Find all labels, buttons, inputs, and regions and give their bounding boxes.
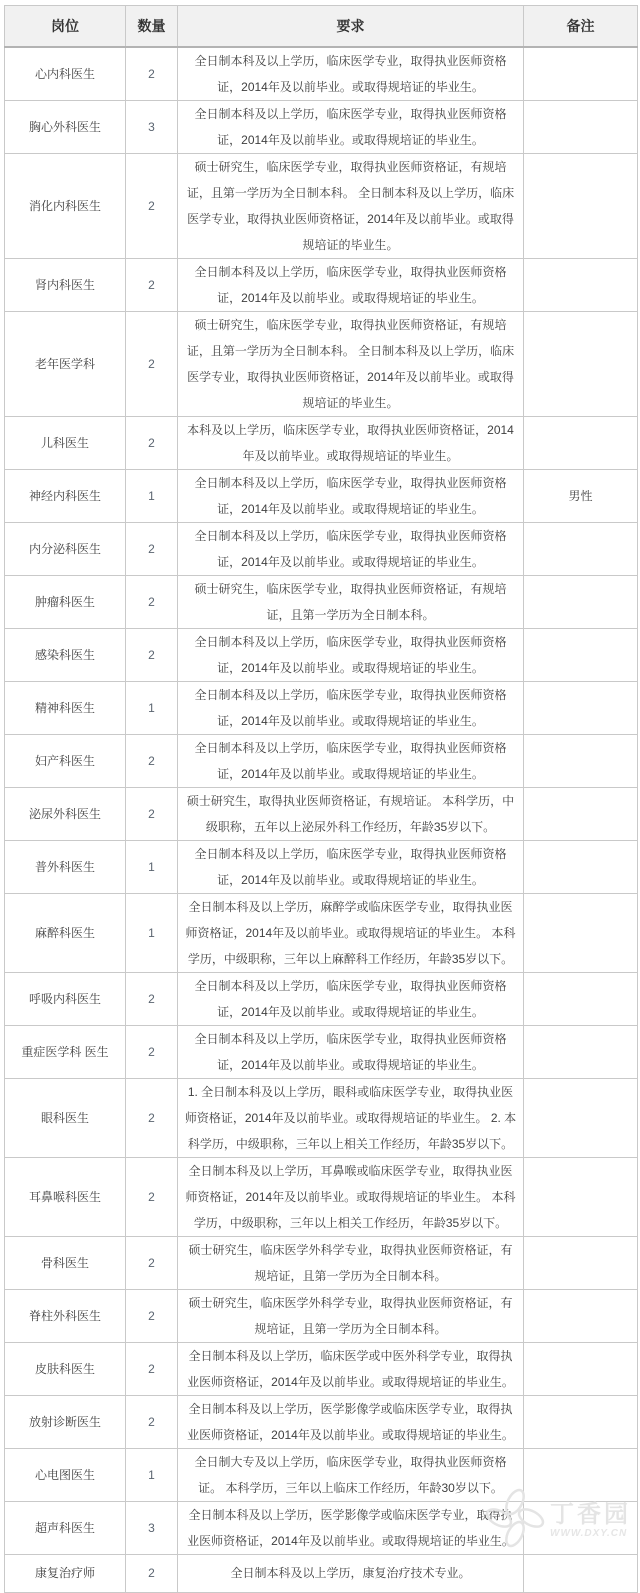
requirements-cell: 全日制本科及以上学历，临床医学专业，取得执业医师资格证，2014年及以前毕业。或取得规培证的毕业生。 bbox=[178, 522, 524, 575]
remarks-cell bbox=[524, 1236, 638, 1289]
requirements-cell: 全日制本科及以上学历，医学影像学或临床医学专业，取得执业医师资格证，2014年及以前毕业。或取得规培证的毕业生。 bbox=[178, 1395, 524, 1448]
remarks-cell bbox=[524, 575, 638, 628]
count-cell: 2 bbox=[126, 47, 178, 101]
table-row bbox=[5, 311, 638, 416]
remarks-cell bbox=[524, 522, 638, 575]
position-cell: 普外科医生 bbox=[5, 840, 126, 893]
count-cell: 2 bbox=[126, 628, 178, 681]
remarks-cell bbox=[524, 1289, 638, 1342]
remarks-cell bbox=[524, 787, 638, 840]
requirements-cell: 本科及以上学历，临床医学专业，取得执业医师资格证，2014年及以前毕业。或取得规培证的毕业生。 bbox=[178, 416, 524, 469]
requirements-cell: 硕士研究生，临床医学专业，取得执业医师资格证，有规培证，且第一学历为全日制本科。 bbox=[178, 575, 524, 628]
remarks-cell bbox=[524, 681, 638, 734]
requirements-cell: 全日制本科及以上学历，临床医学专业，取得执业医师资格证，2014年及以前毕业。或取得规培证的毕业生。 bbox=[178, 1025, 524, 1078]
position-cell: 康复治疗师 bbox=[5, 1554, 126, 1592]
count-cell: 2 bbox=[126, 734, 178, 787]
position-cell: 消化内科医生 bbox=[5, 153, 126, 258]
remarks-cell bbox=[524, 1078, 638, 1157]
table-row bbox=[5, 787, 638, 840]
count-cell: 2 bbox=[126, 1342, 178, 1395]
requirements-cell: 1. 全日制本科及以上学历，眼科或临床医学专业，取得执业医师资格证，2014年及以前毕业。或取得规培证的毕业生。 2. 本科学历，中级职称，三年以上相关工作经历，年龄35岁以下。 bbox=[178, 1078, 524, 1157]
requirements-cell: 全日制本科及以上学历，临床医学专业，取得执业医师资格证，2014年及以前毕业。或取得规培证的毕业生。 bbox=[178, 100, 524, 153]
count-cell: 2 bbox=[126, 153, 178, 258]
count-cell: 1 bbox=[126, 681, 178, 734]
watermark-site-name: 丁香园 bbox=[550, 1501, 631, 1528]
position-cell: 肾内科医生 bbox=[5, 258, 126, 311]
remarks-cell bbox=[524, 1157, 638, 1236]
count-cell: 2 bbox=[126, 575, 178, 628]
requirements-cell: 硕士研究生，临床医学专业，取得执业医师资格证，有规培证，且第一学历为全日制本科。 全日制本科及以上学历，临床医学专业，取得执业医师资格证，2014年及以前毕业。或取得规培证的毕业生。 bbox=[178, 153, 524, 258]
count-cell: 2 bbox=[126, 1157, 178, 1236]
position-cell: 呼吸内科医生 bbox=[5, 972, 126, 1025]
remarks-cell bbox=[524, 734, 638, 787]
requirements-cell: 全日制本科及以上学历，临床医学专业，取得执业医师资格证，2014年及以前毕业。或取得规培证的毕业生。 bbox=[178, 47, 524, 101]
table-row bbox=[5, 1157, 638, 1236]
requirements-cell: 全日制本科及以上学历，临床医学专业，取得执业医师资格证，2014年及以前毕业。或取得规培证的毕业生。 bbox=[178, 681, 524, 734]
table-header bbox=[5, 6, 638, 47]
position-cell: 麻醉科医生 bbox=[5, 893, 126, 972]
position-cell: 皮肤科医生 bbox=[5, 1342, 126, 1395]
position-cell: 心内科医生 bbox=[5, 47, 126, 101]
remarks-cell bbox=[524, 1501, 638, 1554]
remarks-cell: 男性 bbox=[524, 469, 638, 522]
position-cell: 胸心外科医生 bbox=[5, 100, 126, 153]
table-row bbox=[5, 1395, 638, 1448]
requirements-cell: 全日制本科及以上学历，临床医学专业，取得执业医师资格证，2014年及以前毕业。或取得规培证的毕业生。 bbox=[178, 840, 524, 893]
table-row bbox=[5, 258, 638, 311]
table-row bbox=[5, 522, 638, 575]
column-header-requirements: 要求 bbox=[178, 6, 524, 47]
count-cell: 2 bbox=[126, 1025, 178, 1078]
remarks-cell bbox=[524, 1025, 638, 1078]
position-cell: 内分泌科医生 bbox=[5, 522, 126, 575]
requirements-cell: 硕士研究生，取得执业医师资格证，有规培证。 本科学历，中级职称，五年以上泌尿外科工作经历，年龄35岁以下。 bbox=[178, 787, 524, 840]
requirements-cell: 全日制本科及以上学历，麻醉学或临床医学专业，取得执业医师资格证，2014年及以前毕业。或取得规培证的毕业生。 本科学历，中级职称，三年以上麻醉科工作经历，年龄35岁以下。 bbox=[178, 893, 524, 972]
requirements-cell: 全日制大专及以上学历，临床医学专业，取得执业医师资格证。 本科学历，三年以上临床工作经历，年龄30岁以下。 bbox=[178, 1448, 524, 1501]
requirements-cell: 全日制本科及以上学历，康复治疗技术专业。 bbox=[178, 1554, 524, 1592]
header-row bbox=[5, 6, 638, 47]
requirements-cell: 硕士研究生，临床医学外科学专业，取得执业医师资格证，有规培证，且第一学历为全日制本科。 bbox=[178, 1236, 524, 1289]
table-row bbox=[5, 1289, 638, 1342]
position-cell: 神经内科医生 bbox=[5, 469, 126, 522]
table-row bbox=[5, 840, 638, 893]
table-row bbox=[5, 1554, 638, 1592]
count-cell: 2 bbox=[126, 416, 178, 469]
requirements-cell: 全日制本科及以上学历，临床医学专业，取得执业医师资格证，2014年及以前毕业。或取得规培证的毕业生。 bbox=[178, 258, 524, 311]
table-row bbox=[5, 47, 638, 101]
count-cell: 2 bbox=[126, 311, 178, 416]
table-row bbox=[5, 153, 638, 258]
requirements-cell: 全日制本科及以上学历，临床医学专业，取得执业医师资格证，2014年及以前毕业。或取得规培证的毕业生。 bbox=[178, 734, 524, 787]
remarks-cell bbox=[524, 416, 638, 469]
table-row bbox=[5, 893, 638, 972]
table-row bbox=[5, 1501, 638, 1554]
remarks-cell bbox=[524, 972, 638, 1025]
position-cell: 肿瘤科医生 bbox=[5, 575, 126, 628]
count-cell: 2 bbox=[126, 1554, 178, 1592]
remarks-cell bbox=[524, 1554, 638, 1592]
count-cell: 2 bbox=[126, 1289, 178, 1342]
requirements-cell: 全日制本科及以上学历，临床医学专业，取得执业医师资格证，2014年及以前毕业。或取得规培证的毕业生。 bbox=[178, 469, 524, 522]
position-cell: 放射诊断医生 bbox=[5, 1395, 126, 1448]
table-row bbox=[5, 100, 638, 153]
count-cell: 1 bbox=[126, 1448, 178, 1501]
position-cell: 妇产科医生 bbox=[5, 734, 126, 787]
position-cell: 眼科医生 bbox=[5, 1078, 126, 1157]
remarks-cell bbox=[524, 311, 638, 416]
table-row bbox=[5, 416, 638, 469]
recruitment-table bbox=[4, 5, 638, 1593]
remarks-cell bbox=[524, 840, 638, 893]
column-header-remarks: 备注 bbox=[524, 6, 638, 47]
remarks-cell bbox=[524, 628, 638, 681]
table-row bbox=[5, 681, 638, 734]
position-cell: 泌尿外科医生 bbox=[5, 787, 126, 840]
table-row bbox=[5, 1025, 638, 1078]
position-cell: 超声科医生 bbox=[5, 1501, 126, 1554]
table-row bbox=[5, 469, 638, 522]
position-cell: 儿科医生 bbox=[5, 416, 126, 469]
table-row bbox=[5, 1448, 638, 1501]
requirements-cell: 硕士研究生，临床医学外科学专业，取得执业医师资格证，有规培证，且第一学历为全日制本科。 bbox=[178, 1289, 524, 1342]
position-cell: 骨科医生 bbox=[5, 1236, 126, 1289]
table-row bbox=[5, 734, 638, 787]
table-row bbox=[5, 972, 638, 1025]
count-cell: 2 bbox=[126, 1078, 178, 1157]
column-header-position: 岗位 bbox=[5, 6, 126, 47]
table-body bbox=[5, 47, 638, 1593]
count-cell: 2 bbox=[126, 1395, 178, 1448]
position-cell: 老年医学科 bbox=[5, 311, 126, 416]
remarks-cell bbox=[524, 47, 638, 101]
position-cell: 耳鼻喉科医生 bbox=[5, 1157, 126, 1236]
requirements-cell: 全日制本科及以上学历，临床医学或中医外科学专业，取得执业医师资格证，2014年及以前毕业。或取得规培证的毕业生。 bbox=[178, 1342, 524, 1395]
requirements-cell: 硕士研究生，临床医学专业，取得执业医师资格证，有规培证，且第一学历为全日制本科。 全日制本科及以上学历，临床医学专业，取得执业医师资格证，2014年及以前毕业。或取得规培证的毕业生。 bbox=[178, 311, 524, 416]
position-cell: 精神科医生 bbox=[5, 681, 126, 734]
remarks-cell bbox=[524, 1448, 638, 1501]
remarks-cell bbox=[524, 1395, 638, 1448]
requirements-cell: 全日制本科及以上学历，临床医学专业，取得执业医师资格证，2014年及以前毕业。或取得规培证的毕业生。 bbox=[178, 972, 524, 1025]
count-cell: 2 bbox=[126, 258, 178, 311]
remarks-cell bbox=[524, 100, 638, 153]
remarks-cell bbox=[524, 153, 638, 258]
count-cell: 3 bbox=[126, 1501, 178, 1554]
remarks-cell bbox=[524, 258, 638, 311]
count-cell: 1 bbox=[126, 893, 178, 972]
column-header-count: 数量 bbox=[126, 6, 178, 47]
position-cell: 感染科医生 bbox=[5, 628, 126, 681]
count-cell: 2 bbox=[126, 1236, 178, 1289]
remarks-cell bbox=[524, 1342, 638, 1395]
table-row bbox=[5, 1078, 638, 1157]
table-row bbox=[5, 575, 638, 628]
remarks-cell bbox=[524, 893, 638, 972]
requirements-cell: 全日制本科及以上学历，临床医学专业，取得执业医师资格证，2014年及以前毕业。或取得规培证的毕业生。 bbox=[178, 628, 524, 681]
count-cell: 2 bbox=[126, 787, 178, 840]
count-cell: 1 bbox=[126, 840, 178, 893]
table-row bbox=[5, 1236, 638, 1289]
count-cell: 1 bbox=[126, 469, 178, 522]
requirements-cell: 全日制本科及以上学历，耳鼻喉或临床医学专业，取得执业医师资格证，2014年及以前毕业。或取得规培证的毕业生。 本科学历，中级职称，三年以上相关工作经历，年龄35岁以下。 bbox=[178, 1157, 524, 1236]
requirements-cell: 全日制本科及以上学历，医学影像学或临床医学专业，取得执业医师资格证，2014年及以前毕业。或取得规培证的毕业生。 bbox=[178, 1501, 524, 1554]
count-cell: 3 bbox=[126, 100, 178, 153]
watermark-site-url: WWW.DXY.CN bbox=[550, 1528, 628, 1539]
position-cell: 脊柱外科医生 bbox=[5, 1289, 126, 1342]
count-cell: 2 bbox=[126, 522, 178, 575]
position-cell: 重症医学科 医生 bbox=[5, 1025, 126, 1078]
table-row bbox=[5, 628, 638, 681]
count-cell: 2 bbox=[126, 972, 178, 1025]
table-row bbox=[5, 1342, 638, 1395]
position-cell: 心电图医生 bbox=[5, 1448, 126, 1501]
